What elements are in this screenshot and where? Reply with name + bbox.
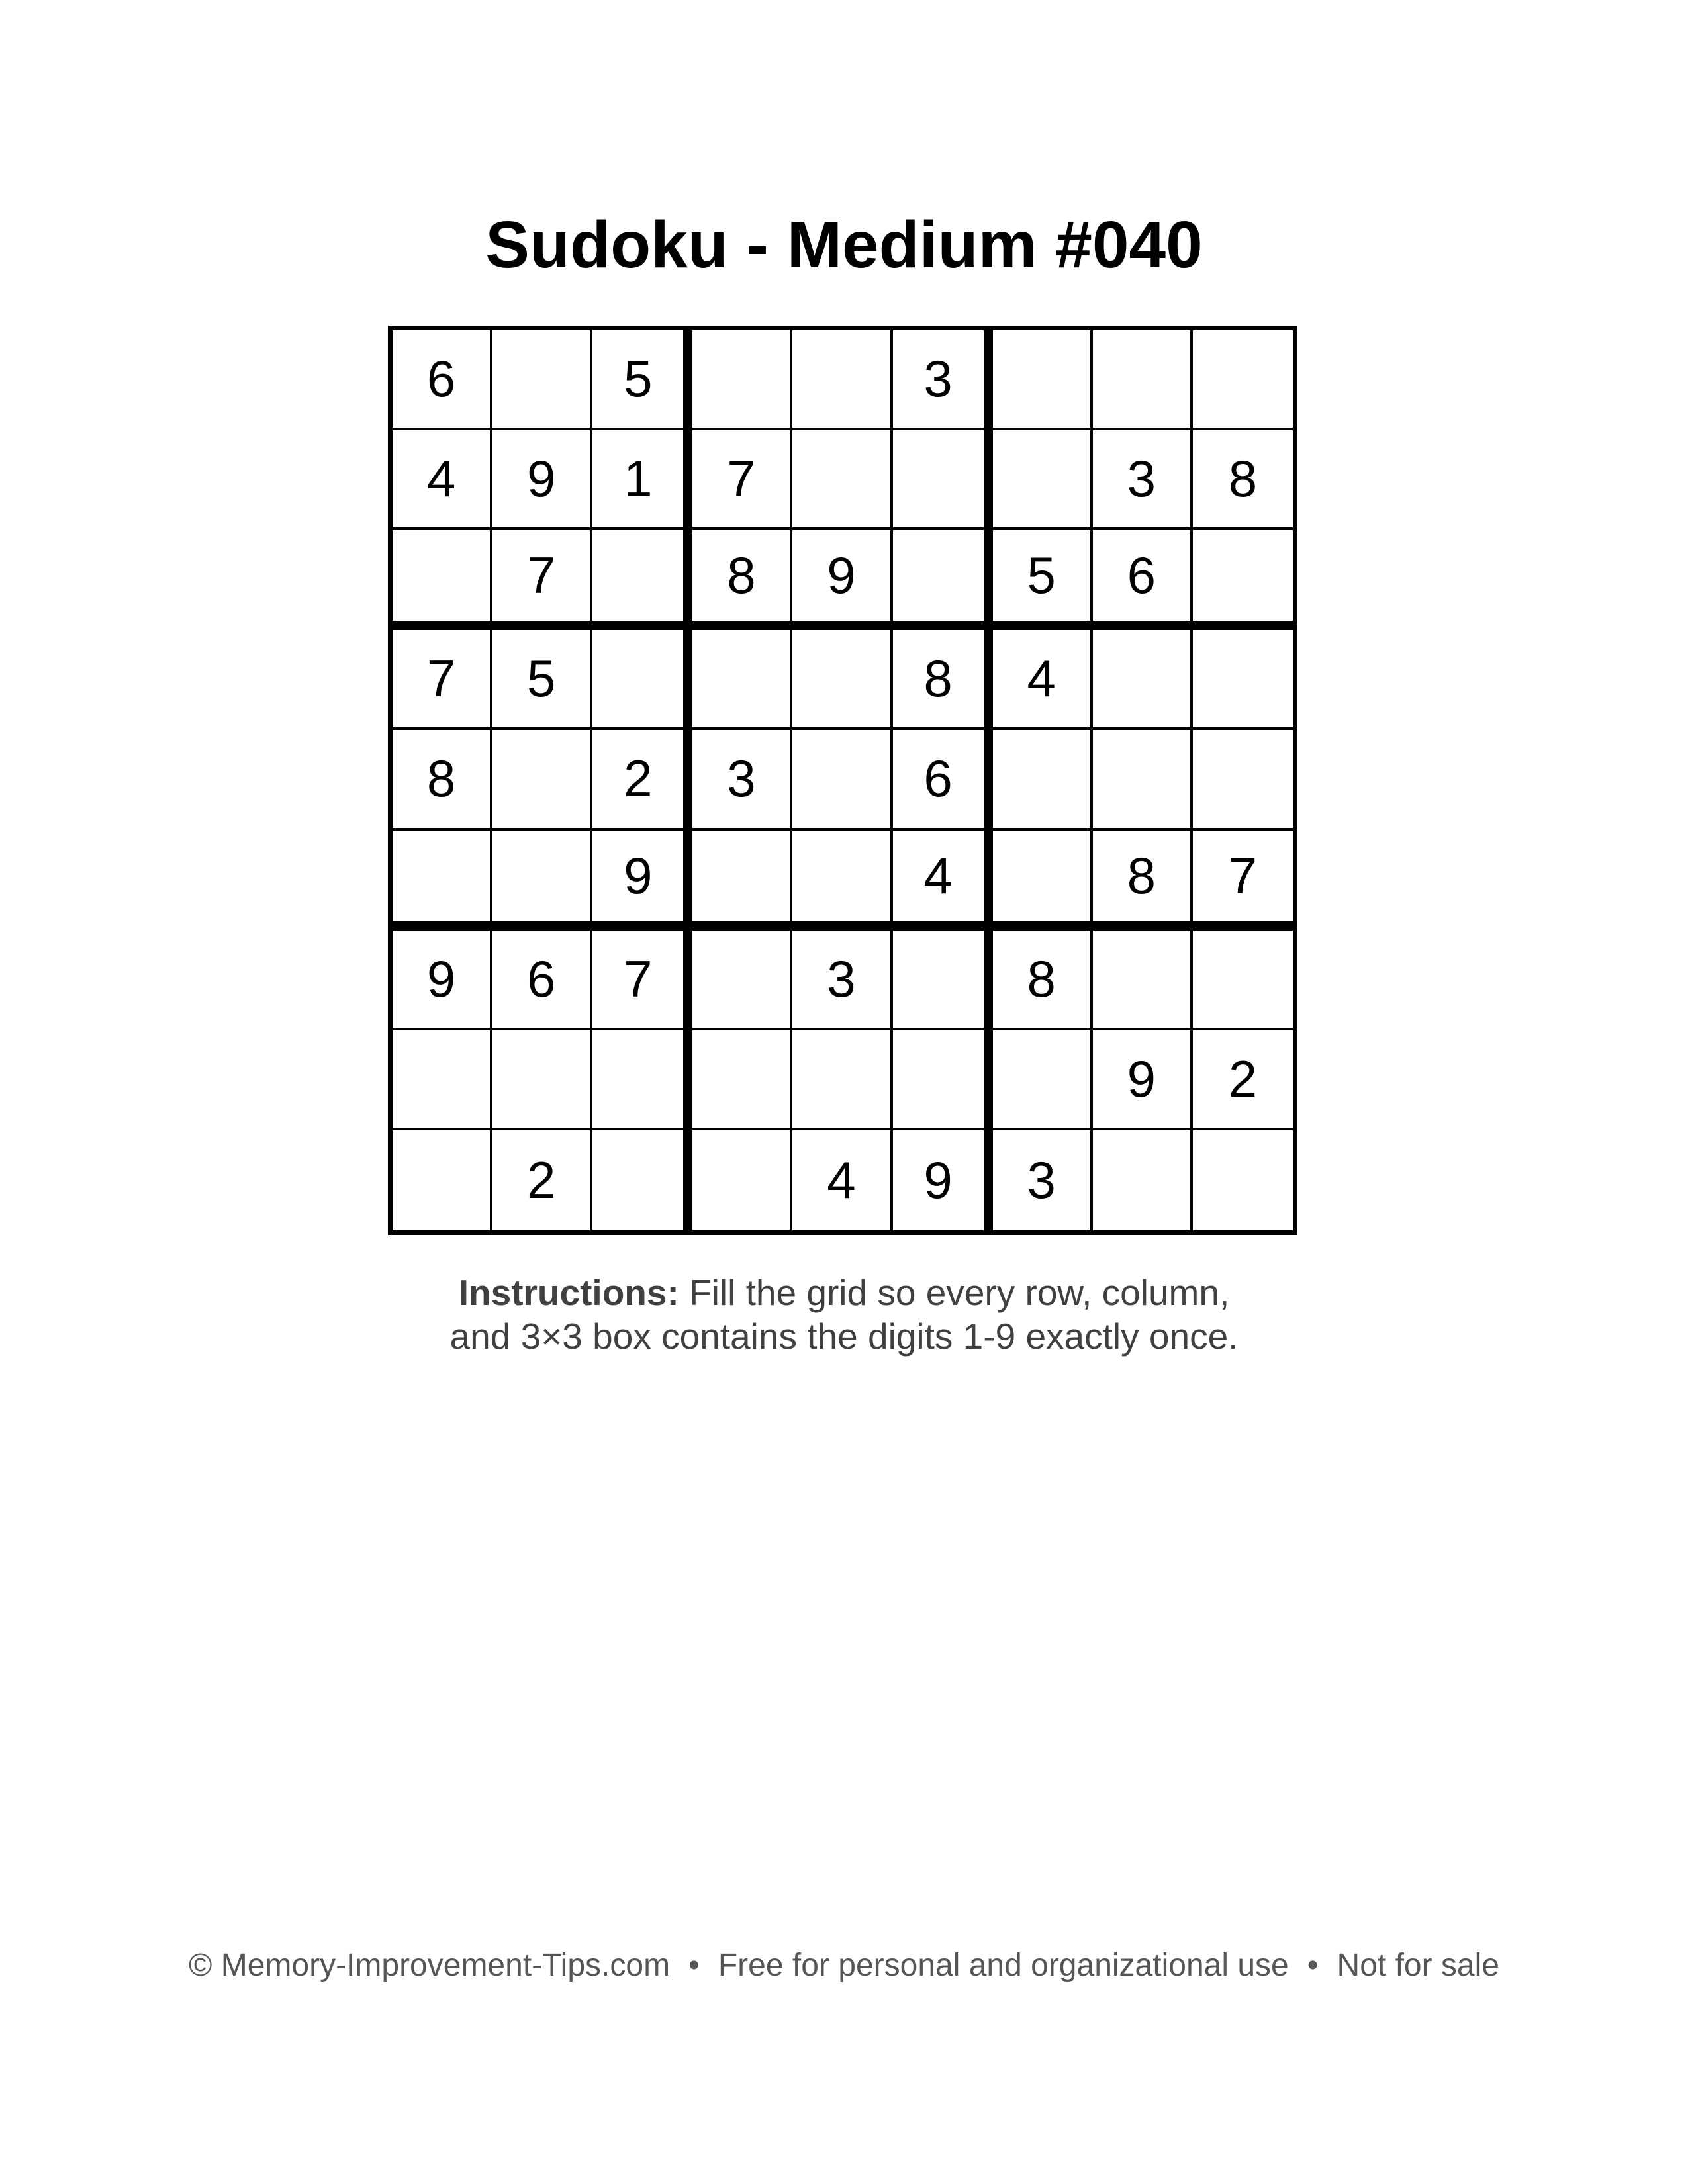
sudoku-cell[interactable] xyxy=(993,831,1093,931)
sudoku-cell[interactable] xyxy=(792,430,892,530)
sudoku-cell: 6 xyxy=(492,931,592,1030)
sudoku-cell: 9 xyxy=(492,430,592,530)
sudoku-cell: 6 xyxy=(893,730,993,830)
sudoku-cell: 9 xyxy=(592,831,692,931)
sudoku-cell[interactable] xyxy=(993,430,1093,530)
sudoku-cell[interactable] xyxy=(1093,931,1193,1030)
sudoku-cell[interactable] xyxy=(692,1030,792,1130)
sudoku-cell[interactable] xyxy=(1093,1130,1193,1230)
sudoku-cell[interactable] xyxy=(692,1130,792,1230)
sudoku-cell: 2 xyxy=(592,730,692,830)
sudoku-cell: 4 xyxy=(792,1130,892,1230)
sudoku-cell[interactable] xyxy=(1193,630,1293,730)
sudoku-cell: 8 xyxy=(993,931,1093,1030)
sudoku-cell[interactable] xyxy=(893,931,993,1030)
sudoku-cell[interactable] xyxy=(492,330,592,430)
sudoku-cell: 4 xyxy=(393,430,492,530)
footer-separator: • xyxy=(1307,1948,1319,1983)
sudoku-cell[interactable] xyxy=(792,630,892,730)
footer-sale: Not for sale xyxy=(1336,1948,1499,1983)
sudoku-cell[interactable] xyxy=(993,730,1093,830)
sudoku-cell[interactable] xyxy=(1193,330,1293,430)
sudoku-cell: 1 xyxy=(592,430,692,530)
sudoku-cell: 2 xyxy=(492,1130,592,1230)
sudoku-cell: 8 xyxy=(393,730,492,830)
sudoku-cell: 3 xyxy=(792,931,892,1030)
sudoku-cell[interactable] xyxy=(492,730,592,830)
sudoku-cell: 2 xyxy=(1193,1030,1293,1130)
sudoku-cell[interactable] xyxy=(1193,1130,1293,1230)
sudoku-cell[interactable] xyxy=(592,1130,692,1230)
sudoku-cell: 6 xyxy=(1093,530,1193,630)
footer-copyright: © Memory-Improvement-Tips.com xyxy=(189,1948,671,1983)
sudoku-cell: 8 xyxy=(893,630,993,730)
sudoku-cell[interactable] xyxy=(592,1030,692,1130)
sudoku-cell: 7 xyxy=(1193,831,1293,931)
sudoku-cell[interactable] xyxy=(492,1030,592,1130)
sudoku-cell[interactable] xyxy=(893,530,993,630)
sudoku-cell: 9 xyxy=(1093,1030,1193,1130)
sudoku-cell[interactable] xyxy=(1193,530,1293,630)
page-title: Sudoku - Medium #040 xyxy=(485,208,1203,282)
sudoku-cell[interactable] xyxy=(993,330,1093,430)
sudoku-cell: 3 xyxy=(692,730,792,830)
sudoku-cell: 9 xyxy=(792,530,892,630)
sudoku-cell[interactable] xyxy=(1193,730,1293,830)
sudoku-cell: 6 xyxy=(393,330,492,430)
sudoku-cell: 3 xyxy=(993,1130,1093,1230)
sudoku-cell[interactable] xyxy=(592,630,692,730)
sudoku-cell: 8 xyxy=(692,530,792,630)
sudoku-cell[interactable] xyxy=(692,630,792,730)
sudoku-cell[interactable] xyxy=(792,730,892,830)
sudoku-cell[interactable] xyxy=(1093,730,1193,830)
sudoku-cell[interactable] xyxy=(692,330,792,430)
sudoku-cell[interactable] xyxy=(792,831,892,931)
sudoku-cell: 5 xyxy=(592,330,692,430)
sudoku-cell[interactable] xyxy=(792,330,892,430)
sudoku-cell[interactable] xyxy=(692,931,792,1030)
footer xyxy=(0,1946,1688,1985)
sudoku-cell: 7 xyxy=(592,931,692,1030)
footer-usage: Free for personal and organizational use xyxy=(718,1948,1289,1983)
sudoku-cell: 9 xyxy=(393,931,492,1030)
sudoku-cell: 3 xyxy=(893,330,993,430)
sudoku-cell[interactable] xyxy=(1193,931,1293,1030)
sudoku-cell: 8 xyxy=(1193,430,1293,530)
sudoku-cell[interactable] xyxy=(492,831,592,931)
sudoku-cell: 8 xyxy=(1093,831,1193,931)
sudoku-cell: 7 xyxy=(393,630,492,730)
sudoku-cell[interactable] xyxy=(893,430,993,530)
sudoku-cell[interactable] xyxy=(1093,630,1193,730)
sudoku-cell: 4 xyxy=(993,630,1093,730)
sudoku-cell[interactable] xyxy=(792,1030,892,1130)
sudoku-cell[interactable] xyxy=(393,1030,492,1130)
sudoku-cell[interactable] xyxy=(393,530,492,630)
instructions-label: Instructions: xyxy=(458,1272,679,1313)
sudoku-cell[interactable] xyxy=(393,1130,492,1230)
instructions-line-1: Fill the grid so every row, column, xyxy=(679,1272,1230,1313)
sudoku-cell[interactable] xyxy=(692,831,792,931)
sudoku-cell[interactable] xyxy=(592,530,692,630)
sudoku-cell[interactable] xyxy=(393,831,492,931)
sudoku-cell: 4 xyxy=(893,831,993,931)
sudoku-cell: 7 xyxy=(492,530,592,630)
footer-separator: • xyxy=(688,1948,700,1983)
sudoku-cell: 5 xyxy=(993,530,1093,630)
sudoku-cell[interactable] xyxy=(893,1030,993,1130)
sudoku-cell: 7 xyxy=(692,430,792,530)
sudoku-cell[interactable] xyxy=(993,1030,1093,1130)
instructions xyxy=(0,1271,1688,1358)
instructions-line-2: and 3×3 box contains the digits 1-9 exactly once. xyxy=(449,1316,1239,1357)
sudoku-cell: 5 xyxy=(492,630,592,730)
sudoku-cell[interactable] xyxy=(1093,330,1193,430)
sudoku-cell: 3 xyxy=(1093,430,1193,530)
sudoku-cell: 9 xyxy=(893,1130,993,1230)
sudoku-grid xyxy=(388,326,1297,1235)
